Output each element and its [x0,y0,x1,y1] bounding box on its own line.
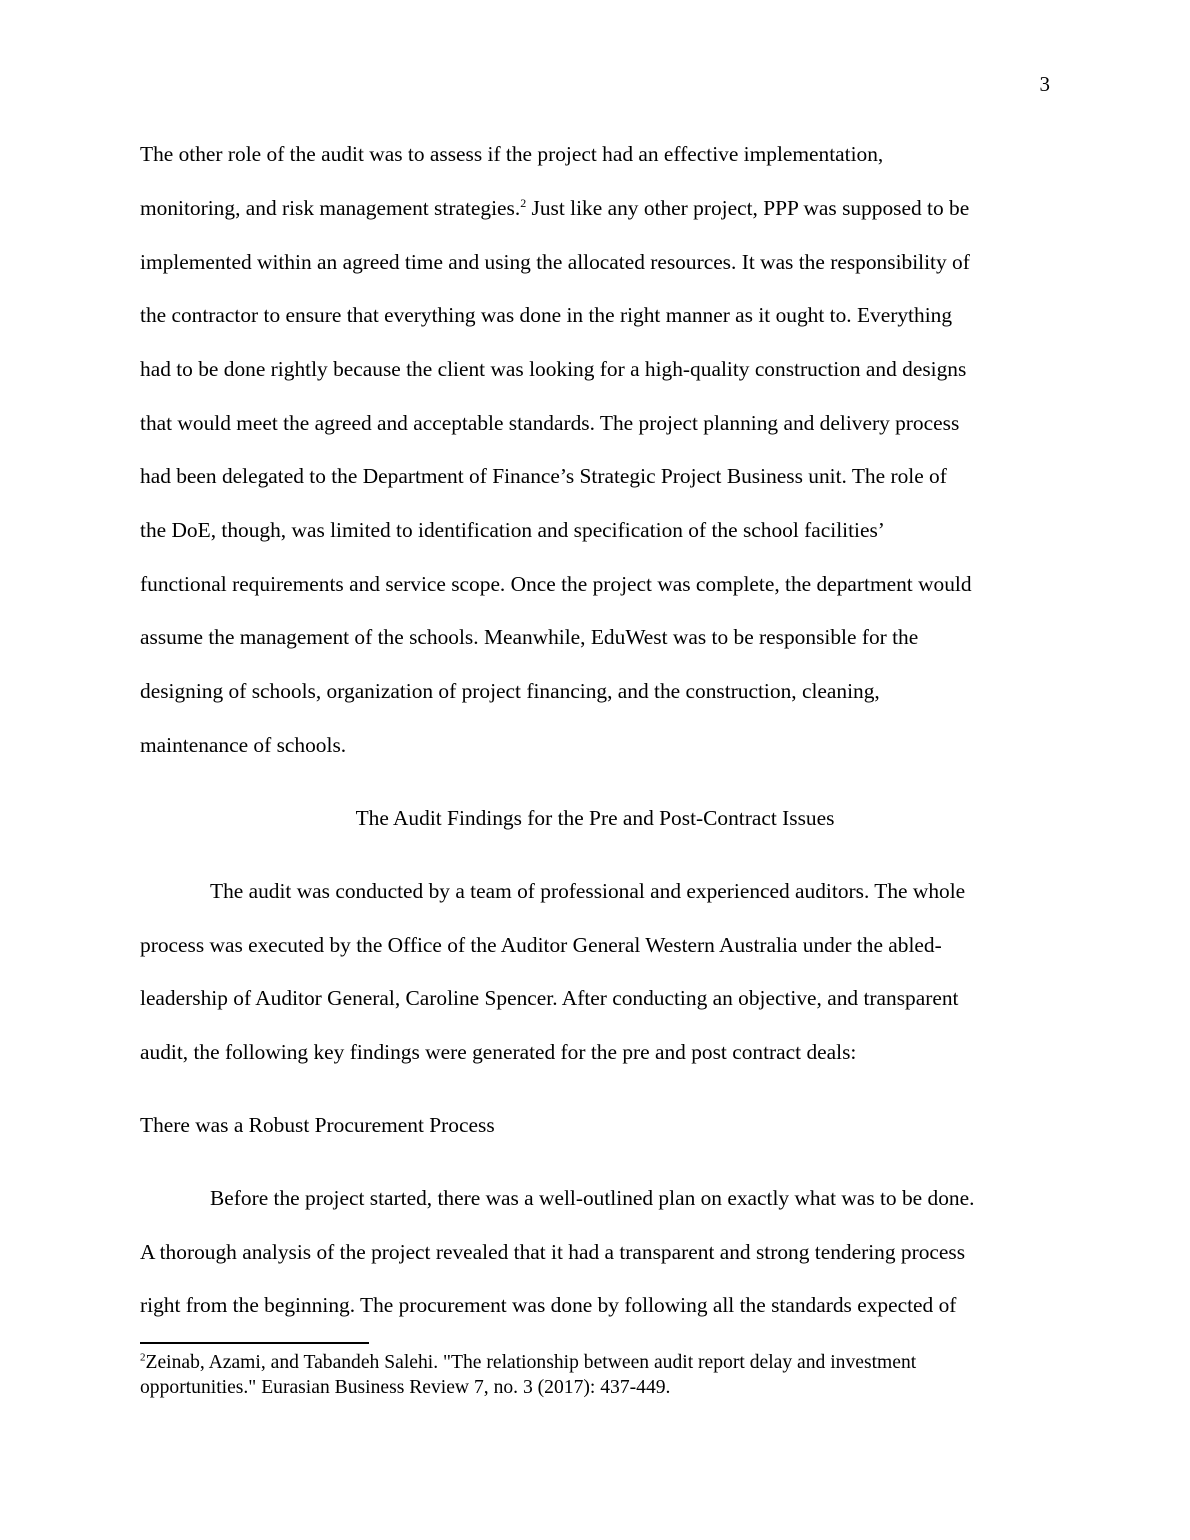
paragraph-line: maintenance of schools. [140,733,347,757]
paragraph-line: right from the beginning. The procurement was done by following all the standards expected of [140,1293,957,1317]
paragraph-line: A thorough analysis of the project revealed that it had a transparent and strong tendering process [140,1240,966,1264]
paragraph-line [140,194,1060,222]
paragraph-line: process was executed by the Office of the Auditor General Western Australia under the abled- [140,933,942,957]
paragraph-line: The audit was conducted by a team of professional and experienced auditors. The whole [210,879,966,903]
line-text: monitoring, and risk management strategies. [140,196,521,220]
paragraph-line: the contractor to ensure that everything was done in the right manner as it ought to. Everything [140,303,953,327]
paragraph-line: leadership of Auditor General, Caroline Spencer. After conducting an objective, and transparent [140,986,959,1010]
line-text: Just like any other project, PPP was supposed to be [526,196,970,220]
footnote-marker: 2 [140,1351,146,1364]
paragraph-line: assume the management of the schools. Meanwhile, EduWest was to be responsible for the [140,625,919,649]
paragraph-line: designing of schools, organization of project financing, and the construction, cleaning, [140,679,880,703]
footnote-text: Zeinab, Azami, and Tabandeh Salehi. "The relationship between audit report delay and investment [145,1352,917,1373]
paragraph-line: had to be done rightly because the client was looking for a high-quality construction and designs [140,357,967,381]
footnote-line: opportunities." Eurasian Business Review 7, no. 3 (2017): 437-449. [140,1377,671,1398]
footnote-reference: 2 [520,195,527,210]
subheading: There was a Robust Procurement Process [140,1113,495,1137]
paragraph-line: audit, the following key findings were generated for the pre and post contract deals: [140,1040,857,1064]
paragraph-line: implemented within an agreed time and using the allocated resources. It was the responsibility of [140,250,970,274]
paragraph-line: The other role of the audit was to assess if the project had an effective implementation, [140,142,884,166]
paragraph-line: that would meet the agreed and acceptable standards. The project planning and delivery process [140,411,960,435]
paragraph-line: had been delegated to the Department of Finance’s Strategic Project Business unit. The role of [140,464,947,488]
paragraph-line: Before the project started, there was a well-outlined plan on exactly what was to be done. [210,1186,975,1210]
footnote-line [140,1351,916,1375]
footnote-separator [140,1342,369,1344]
paragraph-line: the DoE, though, was limited to identification and specification of the school facilities’ [140,518,885,542]
page-number: 3 [1039,72,1050,96]
section-heading: The Audit Findings for the Pre and Post-Contract Issues [355,806,835,830]
paragraph-line: functional requirements and service scope. Once the project was complete, the department would [140,572,972,596]
